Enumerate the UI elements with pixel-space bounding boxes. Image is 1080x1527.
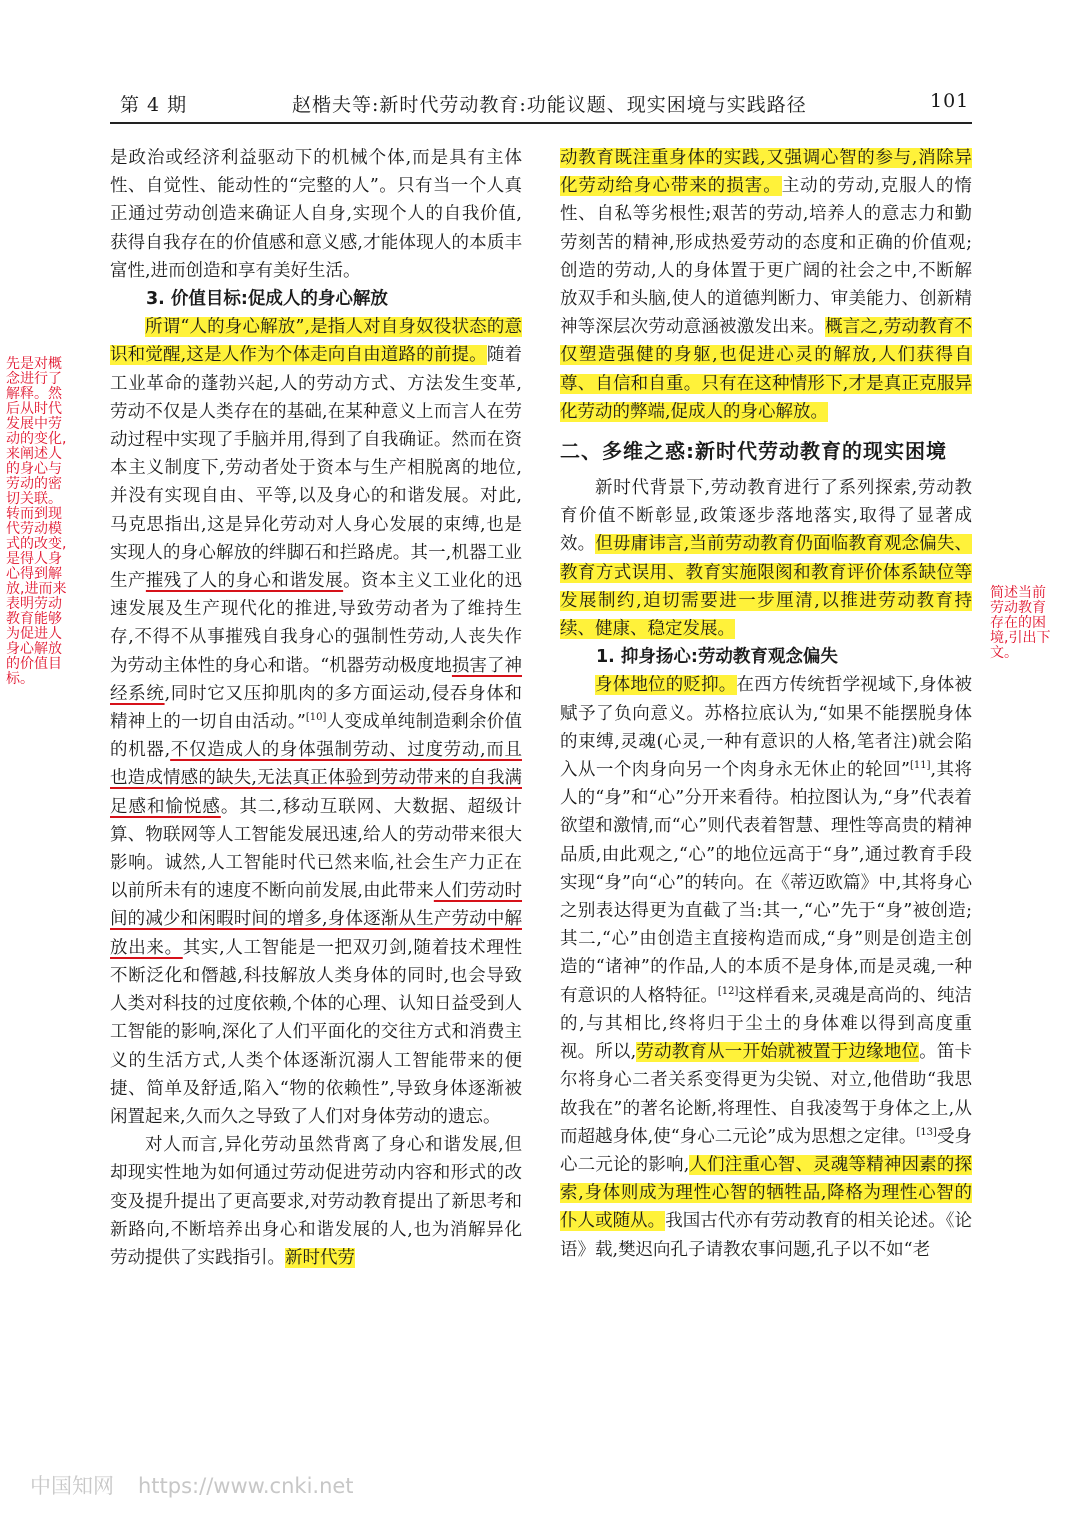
text-run: 对人而言,异化劳动虽然背离了身心和谐发展,但却现实性地为如何通过劳动促进劳动内容和形式的改变及提升提出了更高要求,对劳动教育提出了新思考和新路向,不断培养出身心和谐发展的人,也为消解异化劳动提供了实践指引。 [110,1135,522,1268]
citation-ref: [13] [916,1126,937,1138]
text-run: 随着工业革命的蓬勃兴起,人的劳动方式、方法发生变革,劳动不仅是人类存在的基础,在某种意义上而言人在劳动过程中实现了手脑并用,得到了自我确证。然而在资本主义制度下,劳动者处于资本与生产相脱离的地位,并没有实现自由、平等,以及身心的和谐发展。对此,马克思指出,这是异化劳动对人身心发展的束缚,也是实现人的身心解放的绊脚石和拦路虎。其一,机器工业生产 [110,345,522,592]
paragraph: 是政治或经济利益驱动下的机械个体,而是具有主体性、自觉性、能动性的“完整的人”。只有当一个人真正通过劳动创造来确证人自身,实现个人的自我价值,获得自我存在的价值感和意义感,才能体现人的本质丰富性,进而创造和享有美好生活。 [110,148,522,281]
highlighted-text: 概言之,劳动教育不仅塑造强健的身躯,也促进心灵的解放,人们获得自尊、自信和自重。只有在这种情形下,才是真正克服异化劳动的弊端,促成人的身心解放。 [560,317,973,422]
text-run: 我国古代亦有劳动教育的相关论述。《论语》载,樊迟向孔子请教农事问题,孔子以不如“老 [560,1211,973,1260]
text-run: ,其将人的“身”和“心”分开来看待。柏拉图认为,“身”代表着欲望和激情,而“心”则代表着智慧、理性等高贵的精神品质,由此观之,“心”的地位远高于“身”,通过教育手段实现“身”向“心”的转向。在《蒂迈欧篇》中,其将身心之别表达得更为直截了当:其一,“心”先于“身”被创造;其二,“心”由创造主直接构造而成,“身”则是创造主创造的“诸神”的作品,人的本质不是身体,而是灵魂,一种有意识的人格特征。 [560,760,972,1006]
text-run: 这样看来,灵魂是高尚的、纯洁的,与其相比,终将归于尘土的身体难以得到高度重视。所以, [560,985,973,1063]
watermark [30,1470,354,1500]
underlined-text: 损害了神经系统 [110,655,522,704]
citation-ref: [12] [717,985,739,997]
underlined-text: 不仅造成人的身体强制劳动、过度劳动,而且也造成情感的缺失,无法真正体验到劳动带来的自我满足感和愉悦感 [110,740,522,817]
watermark-brand: 中国知网 [30,1474,114,1498]
paragraph [110,313,522,1131]
page-number: 101 [930,90,970,112]
text-run: 主动的劳动,克服人的惰性、自私等劣根性;艰苦的劳动,培养人的意志力和勤劳刻苦的精神,形成热爱劳动的态度和正确的价值观;创造的劳动,人的身体置于更广阔的社会之中,不断解放双手和头脑,使人的道德判断力、审美能力、创新精神等深层次劳动意涵被激发出来。 [560,176,973,338]
highlighted-text: 身体地位的贬抑。 [595,675,737,696]
paragraph [560,671,972,1263]
paragraph [560,474,972,643]
citation-ref: [10] [305,712,327,724]
left-column [110,144,522,1272]
text-run: 新时代背景下,劳动教育进行了系列探索,劳动教育价值不断彰显,政策逐步落地落实,取得了显著成效。 [560,478,972,555]
text-run: ,同时它又压抑肌肉的多方面运动,侵吞身体和精神上的一切自由活动。” [110,683,523,733]
highlighted-text: 人们注重心智、灵魂等精神因素的探索,身体则成为理性心智的牺牲品,降格为理性心智的仆人或随从。 [560,1154,973,1232]
highlighted-text: 新时代劳 [285,1247,355,1268]
text-run: 人变成单纯制造剩余价值的机器, [110,712,523,761]
right-column [560,144,972,1264]
highlighted-text: 所谓“人的身心解放”,是指人对自身奴役状态的意识和觉醒,这是人作为个体走向自由道路的前提。 [110,317,522,366]
section-title: 二、多维之惑:新时代劳动教育的现实困境 [560,439,947,464]
subheading-concept: 1. 抑身扬心:劳动教育观念偏失 [596,647,838,668]
paragraph [110,1131,522,1272]
margin-annotation-right: 简述当前劳动教育存在的困境,引出下文。 [990,585,1051,661]
underlined-text: 摧残了人的身心和谐发展 [145,571,344,592]
paragraph [560,144,972,426]
underlined-text: 人们劳动时间的减少和闲暇时间的增多,身体逐渐从生产劳动中解放出来。 [110,881,523,958]
text-run: 。笛卡尔将身心二者关系变得更为尖锐、对立,他借助“我思故我在”的著名论断,将理性、自我凌驾于身体之上,从而超越身体,使“身心二元论”成为思想之定律。 [560,1042,973,1147]
highlighted-text: 动教育既注重身体的实践,又强调心智的参与,消除异化劳动给身心带来的损害。 [560,148,972,197]
running-title: 赵楷夫等:新时代劳动教育:功能议题、现实困境与实践路径 [292,94,807,116]
margin-annotation-left: 先是对概念进行了解释。然后从时代发展中劳动的变化,来阐述人的身心与劳动的密切关联。转而到现代劳动模式的改变,是得人身心得到解放,进而来表明劳动教育能够为促进人身心解放的价值目标。 [6,356,67,687]
citation-ref: [11] [909,760,931,772]
text-run: 。其二,移动互联网、大数据、超级计算、物联网等人工智能发展迅速,给人的劳动带来很大影响。诚然,人工智能时代已然来临,社会生产力正在以前所未有的速度不断向前发展,由此带来 [110,796,523,902]
subheading-value-goal: 3. 价值目标:促成人的身心解放 [146,289,388,310]
highlighted-text: 劳动教育从一开始就被置于边缘地位 [636,1042,920,1063]
watermark-url: https://www.cnki.net [138,1474,354,1498]
text-run: 。资本主义工业化的迅速发展及生产现代化的推进,导致劳动者为了维持生存,不得不从事摧残自我身心的强制性劳动,人丧失作为劳动主体性的身心和谐。“机器劳动极度地 [110,571,523,676]
text-run: 在西方传统哲学视域下,身体被赋予了负向意义。苏格拉底认为,“如果不能摆脱身体的束缚,灵魂(心灵,一种有意识的人格,笔者注)就会陷入从一个肉身向另一个肉身永无休止的轮回” [560,675,972,781]
text-run: 其实,人工智能是一把双刃剑,随着技术理性不断泛化和僭越,科技解放人类身体的同时,也会导致人类对科技的过度依赖,个体的心理、认知日益受到人工智能的影响,深化了人们平面化的交往方式和消费主义的生活方式,人类个体逐渐沉溺人工智能带来的便捷、简单及舒适,陷入“物的依赖性”,导致身体逐渐被闲置起来,久而久之导致了人们对身体劳动的遗忘。 [110,937,523,1127]
header-rule [110,122,972,124]
text-run: 受身心二元论的影响, [560,1126,972,1175]
issue-label: 第 4 期 [120,94,188,116]
highlighted-text: 但毋庸讳言,当前劳动教育仍面临教育观念偏失、教育方式误用、教育实施限阂和教育评价体系缺位等发展制约,迫切需要进一步厘清,以推进劳动教育持续、健康、稳定发展。 [560,534,973,640]
